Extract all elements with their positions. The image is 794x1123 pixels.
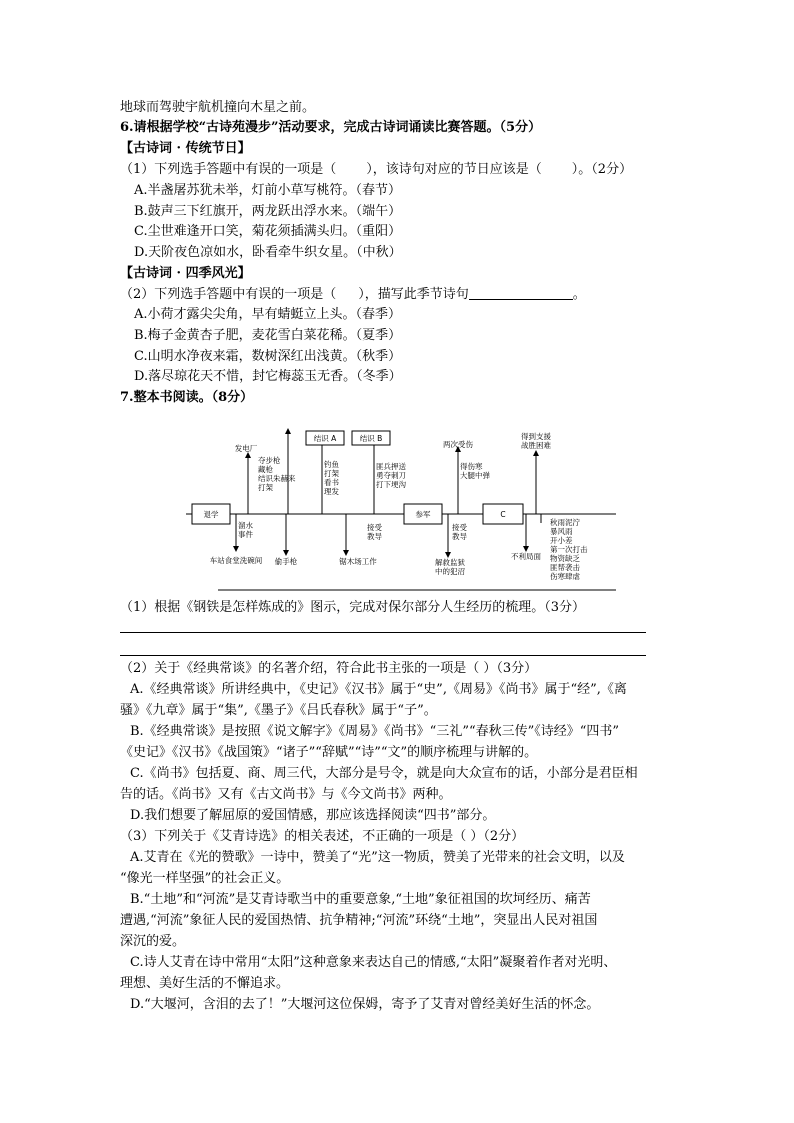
option-7-3-c-cont: 理想、美好生活的不懈追求。 [120, 976, 290, 991]
question-6-title: 6.请根据学校“古诗苑漫步”活动要求，完成古诗词诵读比赛答题。（5分） [120, 120, 542, 135]
option-6-2-a: A.小荷才露尖尖角，早有蜻蜓立上头。（春季） [134, 307, 402, 322]
svg-text:退学: 退学 [203, 510, 219, 519]
option-7-2-a-cont: 骚》《九章》属于“集”,《墨子》《吕氏春秋》属于“子”。 [120, 703, 437, 718]
option-7-2-a: A.《经典常谈》所讲经典中，《史记》《汉书》属于“史”,《周易》《尚书》属于“经”,《离 [130, 682, 627, 697]
label-escort-events: 匪兵押送勇夺刺刀打下埂沟 [376, 462, 406, 489]
svg-text:C: C [500, 510, 506, 519]
option-7-3-a: A.艾青在《光的赞歌》一诗中，赞美了“光”这一物质，赞美了光带来的社会文明，以及 [130, 850, 625, 865]
option-7-2-c-cont: 告的话。《尚书》又有《古文尚书》与《今文尚书》两种。 [120, 787, 452, 802]
svg-text:结识 A: 结识 A [313, 434, 337, 443]
section-festival-heading: 【古诗词 · 传统节日】 [120, 141, 251, 156]
option-7-2-b: B.《经典常谈》是按照《说文解字》《周易》《尚书》“三礼”“春秋三传”《诗经》“四书” [130, 724, 620, 739]
option-6-1-c: C.尘世难逢开口笑，菊花须插满头归。（重阳） [134, 224, 402, 239]
label-station-kitchen: 车站食堂洗碗间 [209, 556, 263, 565]
label-rescue-prisoners: 解救监狱中的犯沼 [435, 558, 465, 576]
svg-text:结识 B: 结识 B [359, 434, 383, 443]
option-7-3-b: B.“土地”和“河流”是艾青诗歌当中的重要意象,“土地”象征祖国的坎坷经历、痛苦 [130, 892, 591, 907]
label-power-plant: 发电厂 [234, 444, 258, 453]
section-seasons-heading: 【古诗词 · 四季风光】 [120, 266, 251, 281]
question-6-2: （2）下列选手答题中有误的一项是（ ），描写此季节诗句 。 [120, 287, 586, 302]
label-water-incident: 溜水事件 [238, 521, 253, 539]
option-6-2-d: D.落尽琼花天不惜，封它梅蕊玉无香。（冬季） [134, 369, 402, 384]
label-fishing-events: 钓鱼打架看书理发 [324, 460, 339, 496]
option-7-3-d: D.“大堰河，含泪的去了！”大堰河这位保姆，寄予了艾青对曾经美好生活的怀念。 [130, 997, 600, 1012]
option-7-3-a-cont: “像光一样坚强”的社会正义。 [120, 871, 290, 886]
option-7-3-b-cont: 遭遇,“河流”象征人民的爱国热情、抗争精神;“河流”环绕“土地”，突显出人民对祖国 [120, 913, 598, 928]
main-box-dropout [192, 504, 230, 524]
box-meet-b [352, 431, 390, 445]
option-7-2-c: C.《尚书》包括夏、商、周三代，大部分是号令，就是向大众宣布的话，小部分是君臣相 [130, 766, 638, 781]
box-meet-a [306, 431, 344, 445]
option-6-2-b: B.梅子金黄杏子肥，麦花雪白菜花稀。（夏季） [134, 328, 402, 343]
option-7-2-b-cont: 《史记》《汉书》《战国策》“诸子”“辞赋”“诗”“文”的顺序梳理与讲解的。 [120, 745, 538, 760]
option-7-2-d: D.我们想要了解屈原的爱国情感，那应该选择阅读“四书”部分。 [130, 808, 496, 823]
label-guidance-1: 接受教导 [367, 523, 382, 541]
option-6-1-a: A.半盏屠苏犹未举，灯前小草写桃符。（春节） [134, 183, 402, 198]
continued-text: 地球而驾驶宇航机撞向木星之前。 [120, 100, 316, 115]
question-6-1: （1）下列选手答题中有误的一项是（ ），该诗句对应的节日应该是（ ）。（2分） [120, 162, 633, 177]
answer-line-2[interactable] [120, 655, 646, 656]
question-7-title: 7.整本书阅读。（8分） [120, 390, 254, 405]
option-6-1-b: B.鼓声三下红旗开，两龙跃出浮水来。（端午） [134, 204, 402, 219]
label-sawmill: 锯木场工作 [339, 557, 377, 566]
label-typhoid-events: 得伤寒大腿中弹 [460, 462, 490, 480]
svg-text:参军: 参军 [415, 510, 431, 519]
label-injured-twice: 两次受伤 [443, 440, 473, 449]
label-hardships: 秋雨泥泞暴风雨开小差第一次打击物资缺乏匪帮袭击伤寒肆虐 [550, 518, 588, 581]
life-flow-diagram [186, 425, 616, 593]
main-box-c [483, 504, 523, 524]
question-7-2: （2）关于《经典常谈》的名著介绍，符合此书主张的一项是（ ）（3分） [120, 661, 538, 676]
option-7-3-c: C.诗人艾青在诗中常用“太阳”这种意象来表达自己的情感,“太阳”凝聚着作者对光明、 [130, 955, 617, 970]
question-7-3: （3）下列关于《艾青诗选》的相关表述，不正确的一项是（ ）（2分） [120, 829, 525, 844]
answer-line-1[interactable] [120, 632, 646, 633]
label-steal-pistol: 偷手枪 [274, 557, 298, 566]
option-6-1-d: D.天阶夜色凉如水，卧看牵牛织女星。（中秋） [134, 245, 402, 260]
answer-blank[interactable] [469, 285, 573, 300]
label-support: 得到支援战胜困难 [521, 432, 551, 450]
question-7-1: （1）根据《钢铁是怎样炼成的》图示，完成对保尔部分人生经历的梳理。（3分） [120, 600, 586, 615]
main-box-army [404, 504, 442, 524]
label-rifle-events: 夺步枪藏枪结识朱赫来打架 [258, 456, 296, 492]
label-guidance-2: 接受教导 [452, 523, 467, 541]
option-6-2-c: C.山明水净夜来霜，数树深红出浅黄。（秋季） [134, 349, 402, 364]
label-unfavorable: 不利局面 [511, 552, 541, 561]
option-7-3-b-cont2: 深沉的爱。 [120, 934, 186, 949]
